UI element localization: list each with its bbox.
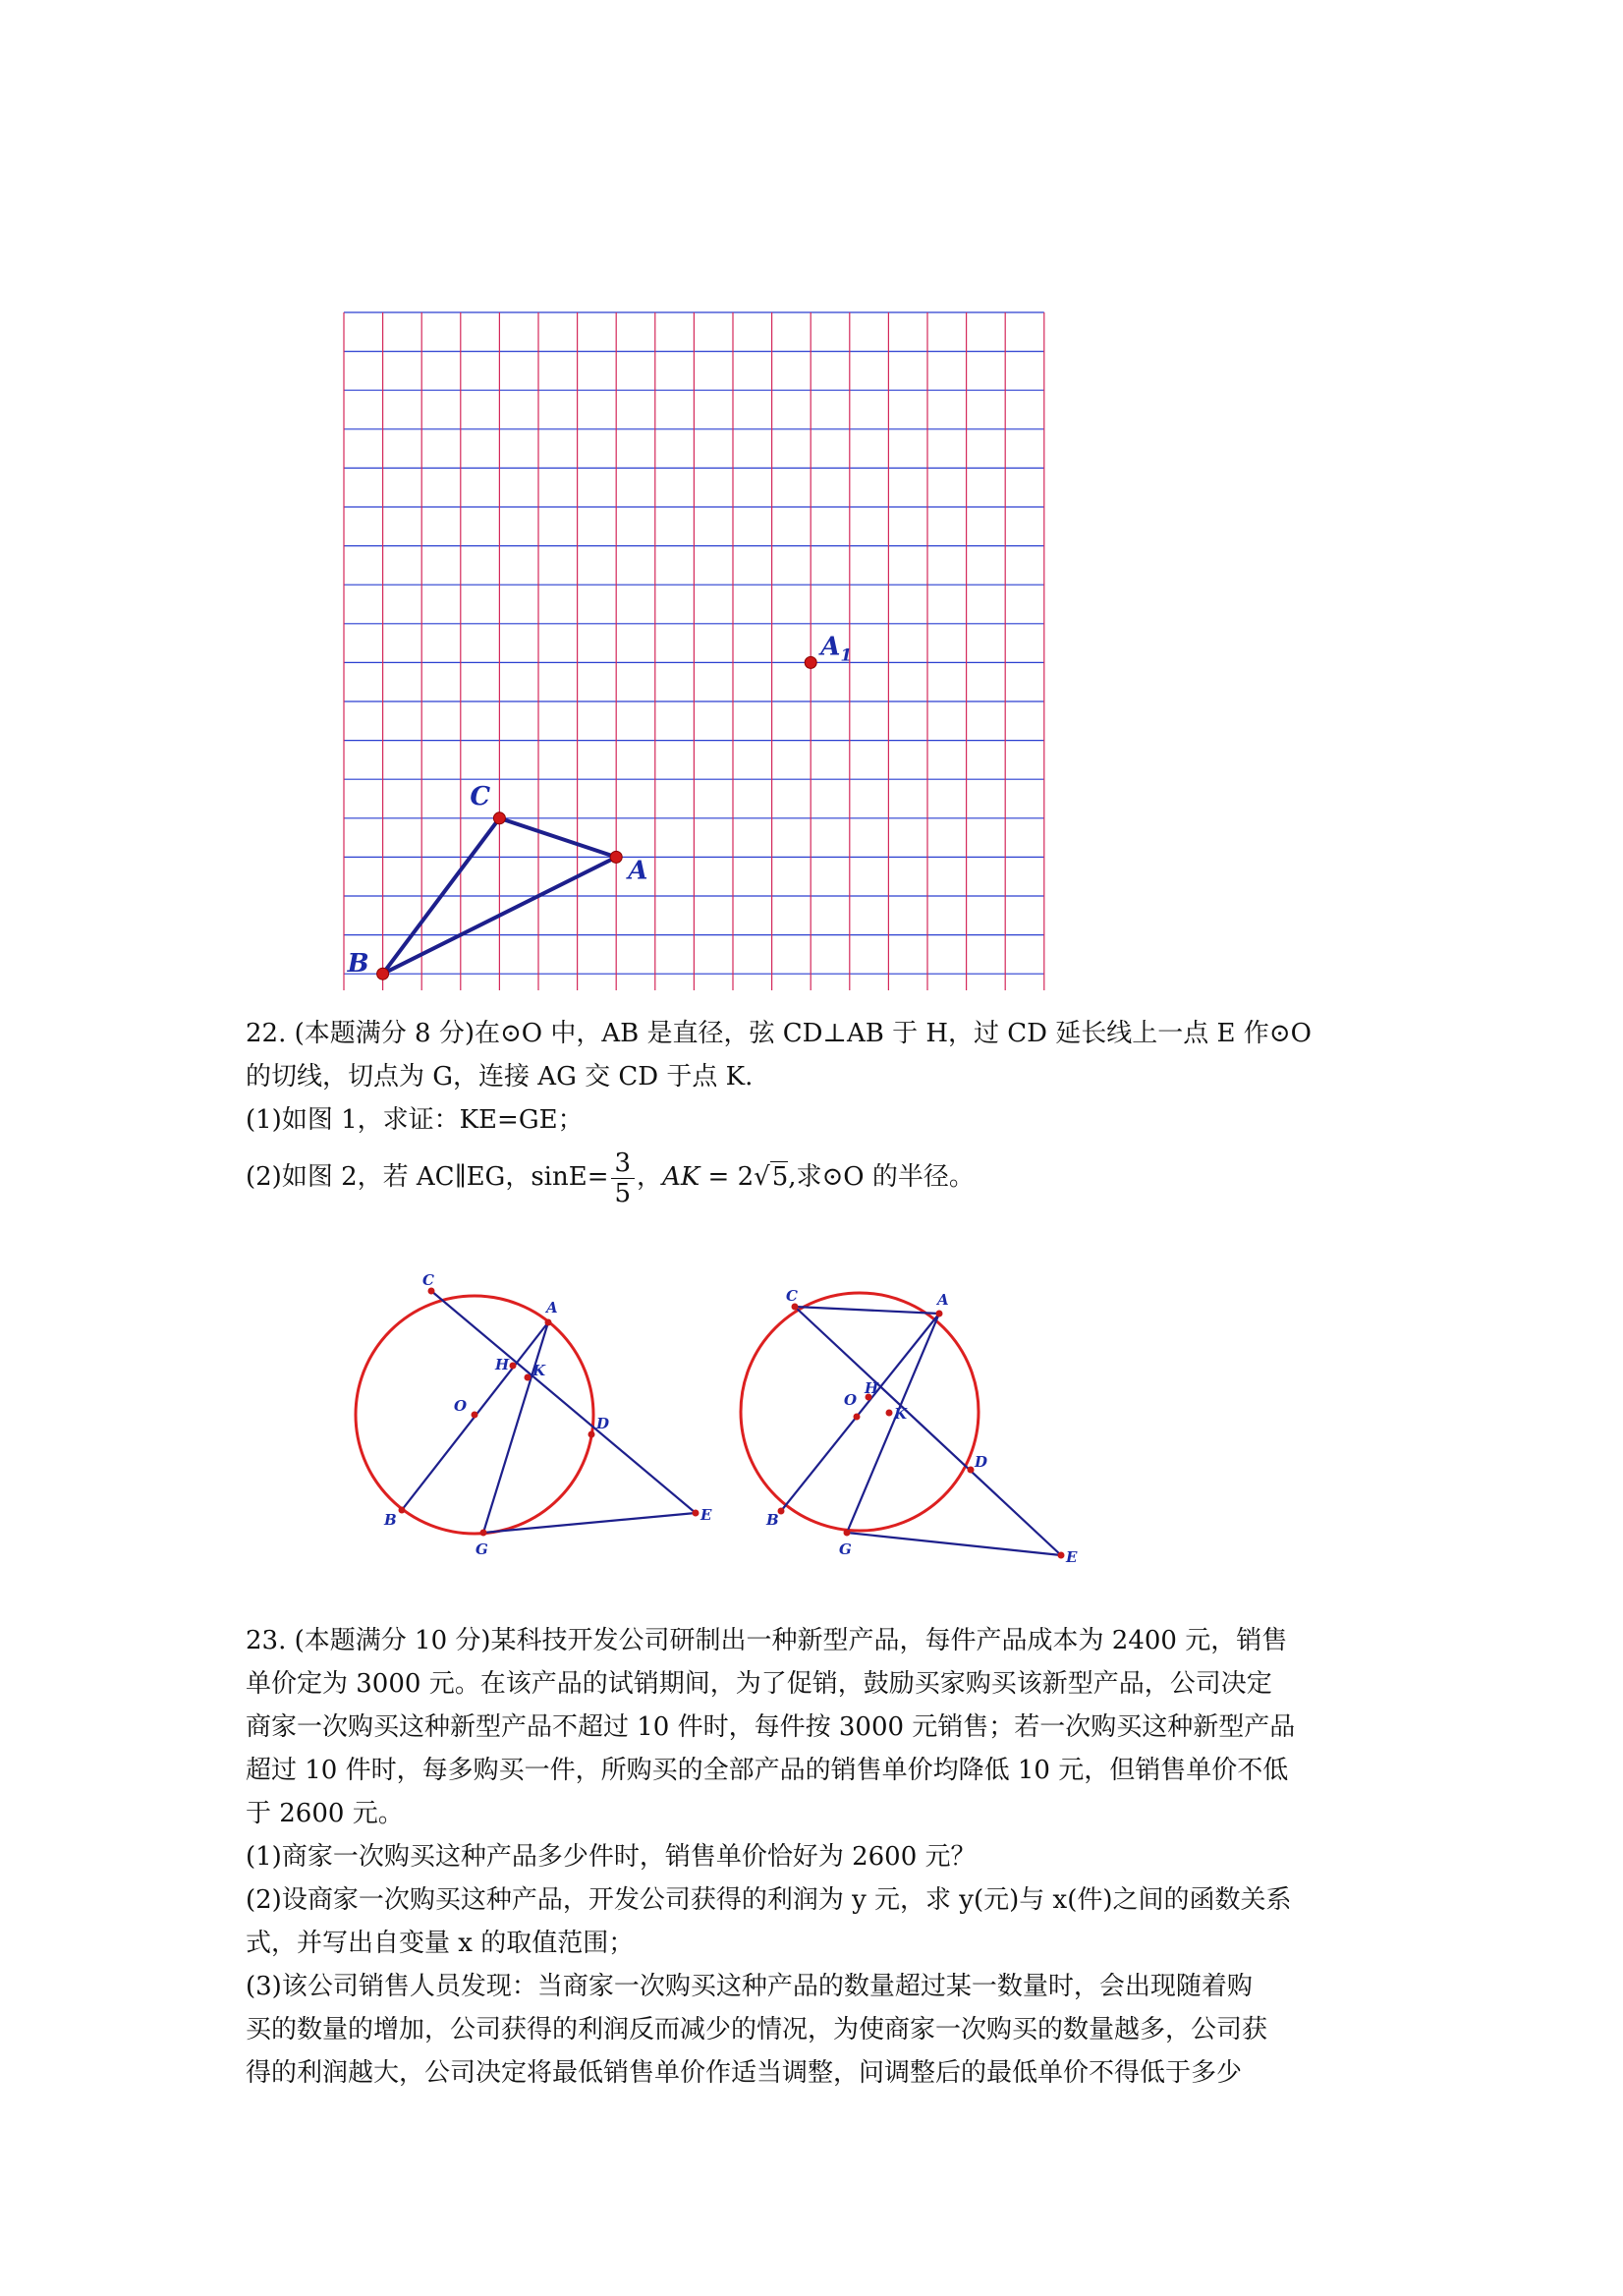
grid-figure: [334, 303, 1061, 990]
point-c: [493, 812, 505, 824]
figure-2: [741, 1287, 1078, 1566]
point-e-fig2: [1058, 1552, 1065, 1559]
label-g-fig1: G: [476, 1540, 488, 1558]
label-e-fig2: E: [1066, 1548, 1078, 1566]
point-a: [610, 851, 622, 863]
ak-root: 5: [771, 1162, 789, 1192]
chord-ce-fig2: [795, 1307, 1061, 1555]
label-b-fig2: B: [766, 1511, 779, 1529]
segment-ag-fig1: [483, 1322, 548, 1533]
point-b: [377, 968, 389, 980]
label-b-fig1: B: [384, 1511, 397, 1529]
label-k-fig2: K: [894, 1405, 908, 1423]
q23-part1: (1)商家一次购买这种产品多少件时，销售单价恰好为 2600 元？: [246, 1842, 977, 1872]
point-a-fig2: [936, 1311, 943, 1317]
q22-part2: (2)如图 2，若 AC∥EG，sinE= $\frac{3}{5}$ ，AK = 2√5,求⊙O 的半径。: [246, 1148, 975, 1208]
label-subscript: 1: [840, 645, 853, 666]
q22-part2-a: (2)如图 2，若 AC∥EG，sinE=: [246, 1162, 609, 1192]
label-o-fig2: O: [844, 1391, 858, 1409]
q23-line: 超过 10 件时，每多购买一件，所购买的全部产品的销售单价均降低 10 元，但销售单价不低: [246, 1756, 1289, 1785]
label-c-fig1: C: [422, 1271, 434, 1289]
q23-line: 得的利润越大，公司决定将最低销售单价作适当调整，问调整后的最低单价不得低于多少: [246, 2058, 1243, 2088]
fraction-numerator: 3: [611, 1148, 636, 1179]
q23-line: 买的数量的增加，公司获得的利润反而减少的情况，为使商家一次购买的数量越多，公司获: [246, 2015, 1268, 2044]
q22-part2-b: ，: [637, 1162, 663, 1192]
tangent-ge-fig2: [847, 1533, 1061, 1555]
label-k-fig1: K: [532, 1362, 546, 1379]
q22-part2-c: ,求⊙O 的半径。: [788, 1162, 975, 1192]
point-a-fig1: [545, 1319, 552, 1326]
point-g-fig1: [480, 1530, 487, 1537]
point-a1: [805, 656, 816, 668]
ak-equation: = 2: [700, 1162, 755, 1192]
point-o-fig2: [854, 1414, 861, 1421]
q23-part2: (2)设商家一次购买这种产品，开发公司获得的利润为 y 元，求 y(元)与 x(件)之间的函数关系: [246, 1885, 1292, 1915]
q23-line: 23. (本题满分 10 分)某科技开发公司研制出一种新型产品，每件产品成本为 2400 元，销售: [246, 1626, 1288, 1655]
coordinate-grid: [334, 303, 1061, 990]
q22-part1: (1)如图 1，求证：KE=GE；: [246, 1105, 584, 1135]
point-e-fig1: [693, 1510, 700, 1517]
point-k-fig2: [886, 1410, 893, 1417]
triangle-side-ca: [499, 818, 616, 858]
question-23: [246, 1619, 1395, 2095]
label-c-fig2: C: [786, 1287, 798, 1305]
point-d-fig1: [588, 1431, 595, 1438]
point-b-fig1: [399, 1507, 406, 1514]
label-g-fig2: G: [839, 1540, 852, 1558]
label-c: C: [470, 781, 491, 812]
label-a-fig1: A: [546, 1299, 558, 1316]
point-o-fig1: [472, 1412, 478, 1419]
point-g-fig2: [844, 1530, 851, 1537]
segment-ag-fig2: [847, 1314, 939, 1533]
label-h-fig1: H: [495, 1356, 510, 1373]
label-h-fig2: H: [865, 1379, 879, 1397]
label-b: B: [347, 949, 369, 980]
question-22: [246, 1012, 1395, 1208]
fraction-denominator: 5: [614, 1178, 632, 1208]
q23-line: 于 2600 元。: [246, 1799, 404, 1828]
label-e-fig1: E: [700, 1506, 712, 1524]
point-d-fig2: [968, 1467, 975, 1474]
label-a1: $A_1$: [820, 632, 853, 666]
label-a: A: [628, 856, 648, 886]
tangent-ge-fig1: [483, 1513, 696, 1533]
label-a-fig2: A: [937, 1291, 949, 1309]
ak-label: AK: [662, 1162, 700, 1192]
q22-line2: 的切线，切点为 G，连接 AG 交 CD 于点 K.: [246, 1062, 754, 1092]
label-d-fig2: D: [975, 1453, 988, 1471]
circle-figures: [334, 1267, 1100, 1582]
sin-fraction: [611, 1148, 636, 1208]
label-d-fig1: D: [596, 1415, 610, 1432]
q23-line: 商家一次购买这种新型产品不超过 10 件时，每件按 3000 元销售；若一次购买这种新型产品: [246, 1712, 1296, 1742]
q22-line1: 22. (本题满分 8 分)在⊙O 中，AB 是直径，弦 CD⊥AB 于 H，过 CD 延长线上一点 E 作⊙O: [246, 1019, 1312, 1048]
label-o-fig1: O: [454, 1397, 468, 1415]
circle-diagrams: [334, 1267, 1100, 1582]
figure-1: [356, 1271, 712, 1558]
q23-part3: (3)该公司销售人员发现：当商家一次购买这种产品的数量超过某一数量时，会出现随着购: [246, 1972, 1253, 2001]
chord-ce-fig1: [431, 1291, 696, 1513]
diameter-ab-fig2: [781, 1314, 939, 1511]
q23-line: 式，并写出自变量 x 的取值范围；: [246, 1929, 635, 1958]
point-k-fig1: [525, 1374, 532, 1381]
point-h-fig1: [510, 1363, 517, 1370]
q23-line: 单价定为 3000 元。在该产品的试销期间，为了促销，鼓励买家购买该新型产品，公司决定: [246, 1669, 1272, 1699]
